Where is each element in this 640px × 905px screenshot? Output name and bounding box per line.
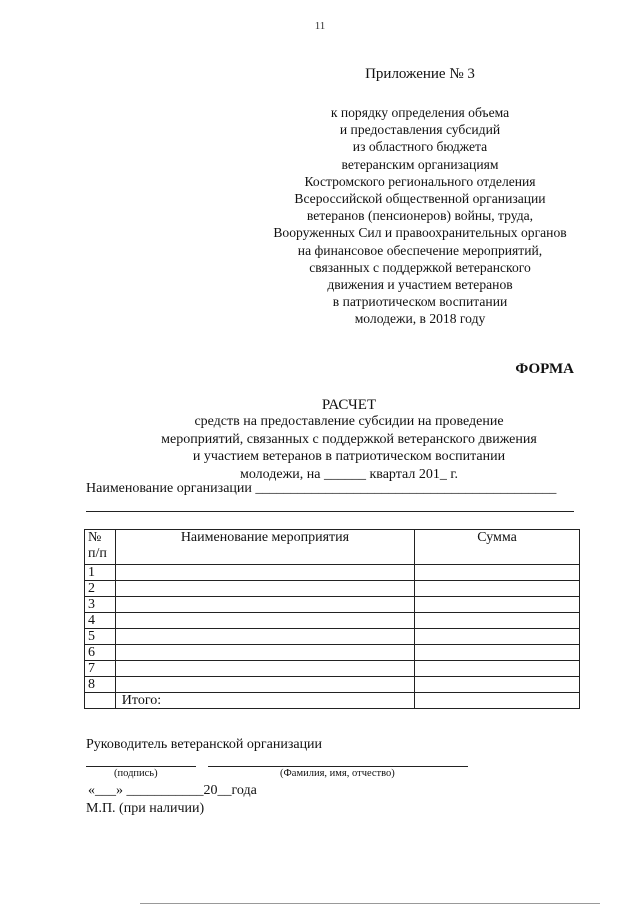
sum-cell[interactable] xyxy=(415,565,580,581)
table-row xyxy=(85,565,580,581)
signature-line[interactable] xyxy=(86,766,196,767)
table-row xyxy=(85,645,580,661)
subtitle-line: средств на предоставление субсидии на проведение xyxy=(194,414,504,429)
form-label: ФОРМА xyxy=(515,361,574,377)
table-row xyxy=(85,613,580,629)
appendix-line: к порядку определения объема xyxy=(330,105,510,120)
event-name-cell[interactable] xyxy=(115,613,414,629)
row-number: 5 xyxy=(85,629,116,645)
full-name-caption: (Фамилия, имя, отчество) xyxy=(280,768,395,779)
page-number: 11 xyxy=(314,20,326,32)
appendix-line: в патриотическом воспитании xyxy=(332,294,508,310)
subtitle-line: мероприятий, связанных с поддержкой ветеранского движения xyxy=(161,431,537,447)
sum-cell[interactable] xyxy=(415,613,580,629)
appendix-line: на финансовое обеспечение мероприятий, xyxy=(297,242,543,258)
table-row xyxy=(85,677,580,693)
table-row xyxy=(85,661,580,677)
appendix-line: связанных с поддержкой ветеранского xyxy=(309,259,531,275)
appendix-line: из областного бюджета xyxy=(352,139,488,155)
appendix-line: Костромского регионального отделения xyxy=(304,173,536,189)
appendix-line: молодежи, в 2018 году xyxy=(354,311,486,327)
row-number: 1 xyxy=(85,565,116,581)
total-label: Итого: xyxy=(115,693,414,709)
appendix-line: и предоставления субсидий xyxy=(339,122,501,138)
row-number: 8 xyxy=(85,677,116,693)
sum-cell[interactable] xyxy=(415,677,580,693)
appendix-line: Всероссийской общественной организации xyxy=(294,191,546,207)
date-field[interactable]: «___» ___________20__года xyxy=(88,783,257,798)
table-header-row xyxy=(85,530,580,565)
sum-cell[interactable] xyxy=(415,661,580,677)
table-row xyxy=(85,597,580,613)
page-bottom-rule xyxy=(140,903,600,904)
appendix-line: Вооруженных Сил и правоохранительных органов xyxy=(273,225,567,241)
event-name-cell[interactable] xyxy=(115,581,414,597)
full-name-line[interactable] xyxy=(208,766,468,767)
row-number: 6 xyxy=(85,645,116,661)
row-number: 2 xyxy=(85,581,116,597)
sum-cell[interactable] xyxy=(415,629,580,645)
column-header-sum: Сумма xyxy=(415,530,580,565)
event-name-cell[interactable] xyxy=(115,629,414,645)
appendix-line: ветеранов (пенсионеров) войны, труда, xyxy=(306,208,534,224)
total-sum-cell[interactable] xyxy=(415,693,580,709)
stamp-place-label: М.П. (при наличии) xyxy=(86,801,205,816)
table-total-row xyxy=(85,693,580,709)
appendix-description xyxy=(250,104,590,328)
total-number-cell xyxy=(85,693,116,709)
appendix-line: ветеранским организациям xyxy=(341,156,499,172)
event-name-cell[interactable] xyxy=(115,661,414,677)
column-header-event-name: Наименование мероприятия xyxy=(115,530,414,565)
sum-cell[interactable] xyxy=(415,597,580,613)
event-name-cell[interactable] xyxy=(115,677,414,693)
appendix-line: движения и участием ветеранов xyxy=(327,277,513,293)
document-title: РАСЧЕТ xyxy=(321,397,377,413)
organization-name-field[interactable]: Наименование организации ___________________________________________ xyxy=(86,481,557,496)
row-number: 7 xyxy=(85,661,116,677)
subtitle-line: молодежи, на ______ квартал 201_ г. xyxy=(240,466,458,482)
event-name-cell[interactable] xyxy=(115,597,414,613)
appendix-title: Приложение № 3 xyxy=(365,66,475,82)
table-row xyxy=(85,629,580,645)
row-number: 3 xyxy=(85,597,116,613)
sum-cell[interactable] xyxy=(415,581,580,597)
document-subtitle xyxy=(0,413,640,483)
subtitle-line: и участием ветеранов в патриотическом воспитании xyxy=(192,449,506,464)
column-header-number: № п/п xyxy=(85,530,116,565)
row-number: 4 xyxy=(85,613,116,629)
head-of-organization-label: Руководитель ветеранской организации xyxy=(86,737,323,752)
organization-name-continuation-line xyxy=(86,511,574,512)
sum-cell[interactable] xyxy=(415,645,580,661)
signature-caption: (подпись) xyxy=(114,768,158,779)
event-name-cell[interactable] xyxy=(115,645,414,661)
event-name-cell[interactable] xyxy=(115,565,414,581)
table-row xyxy=(85,581,580,597)
events-table xyxy=(84,529,580,709)
